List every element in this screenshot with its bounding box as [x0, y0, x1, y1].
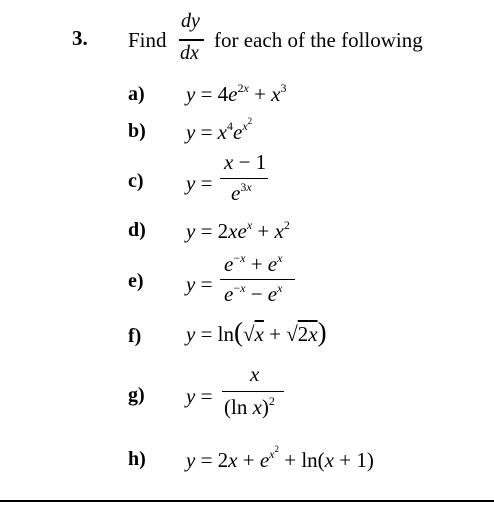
item-label-g: g): [128, 384, 145, 406]
equation-c-denominator: $e^{3x}$: [231, 180, 252, 205]
item-label-b: b): [128, 120, 146, 142]
equation-d: $y = 2xe^x + x^2$: [186, 218, 290, 243]
equation-e-denominator: $e^{-x} - e^x$: [224, 281, 283, 306]
equation-g-denominator: (ln x)$^2$: [224, 394, 275, 419]
equation-c-fraction-bar: [220, 178, 268, 179]
derivative-fraction-bar: [179, 39, 204, 41]
problem-number: 3.: [72, 26, 88, 50]
item-label-c: c): [128, 170, 144, 192]
equation-e-numerator: $e^{-x} + e^x$: [224, 251, 283, 276]
equation-g-fraction-bar: [222, 391, 284, 392]
derivative-numerator: dy: [181, 10, 200, 32]
equation-e-lhs: y =: [186, 272, 213, 296]
equation-f: y = ln(√x + √2x): [186, 317, 327, 347]
item-label-d: d): [128, 219, 146, 241]
derivative-denominator: dx: [180, 42, 199, 64]
item-label-f: f): [128, 325, 142, 347]
find-label: Find: [128, 28, 167, 52]
equation-g-numerator: x: [250, 362, 260, 386]
equation-h: $y = 2x + e^{x^2} + \ln(x + 1)$: [186, 444, 374, 472]
bottom-rule: [0, 500, 494, 502]
item-label-a: a): [128, 83, 145, 105]
instruction-text: for each of the following: [214, 28, 423, 52]
equation-g-lhs: y =: [186, 384, 213, 408]
equation-b: $y = x^4e^{x^2}$: [186, 116, 253, 144]
equation-c-lhs: y =: [186, 171, 213, 195]
equation-e-fraction-bar: [220, 279, 295, 280]
equation-c-numerator: x − 1: [224, 150, 267, 174]
item-label-e: e): [128, 270, 144, 292]
equation-a: $y = 4e^{2x} + x^3$: [186, 81, 287, 106]
item-label-h: h): [128, 448, 146, 470]
